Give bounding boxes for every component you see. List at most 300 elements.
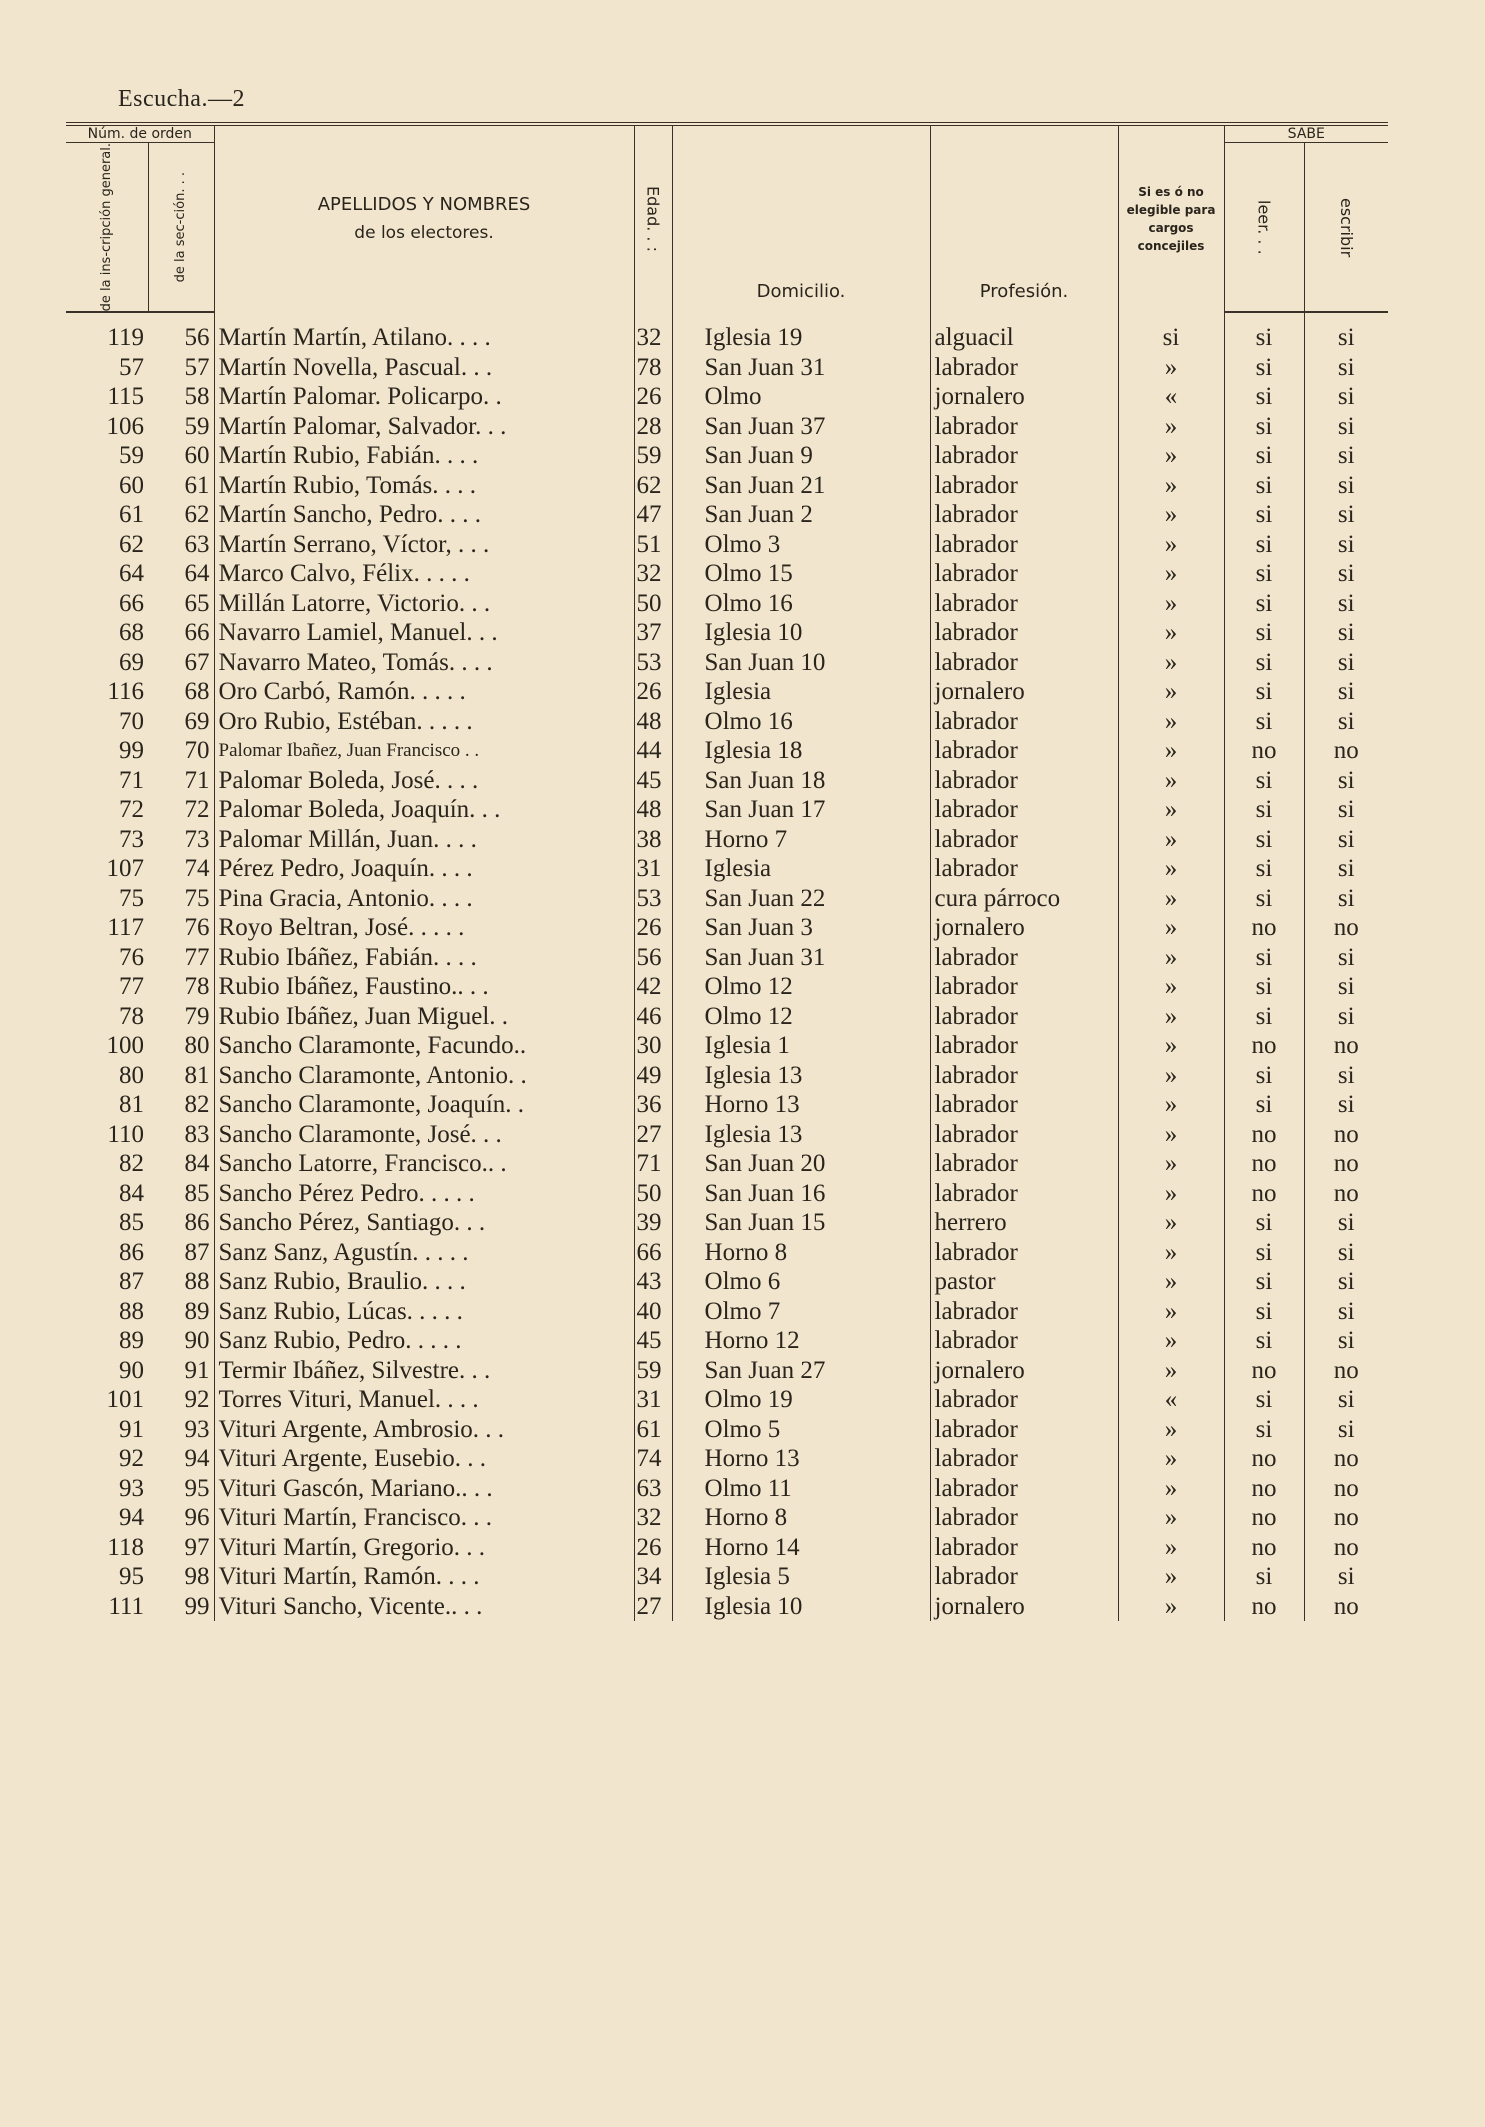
inscripcion-number: 117	[107, 914, 144, 942]
elector-profesion: herrero	[930, 1208, 1118, 1238]
elector-profesion: labrador	[930, 529, 1118, 559]
elector-profesion: labrador	[930, 441, 1118, 471]
inscripcion-number: 115	[107, 383, 144, 411]
seccion-number: 61	[148, 470, 214, 500]
elector-profesion: labrador	[930, 736, 1118, 766]
elector-age: 31	[634, 854, 672, 884]
table-row	[66, 1532, 1388, 1562]
table-row	[66, 588, 1388, 618]
inscripcion-number: 69	[119, 648, 144, 676]
elector-name: Sanz Sanz, Agustín. . . . .	[218, 1238, 469, 1266]
elector-domicilio: San Juan 3	[704, 914, 813, 942]
elector-age: 50	[634, 1178, 672, 1208]
elector-profesion: labrador	[930, 647, 1118, 677]
table-row	[66, 1090, 1388, 1120]
elector-sabe-leer: si	[1224, 942, 1304, 972]
inscripcion-number: 116	[107, 678, 144, 706]
elector-sabe-escribir: si	[1304, 500, 1388, 530]
elector-domicilio: Iglesia 19	[704, 323, 803, 351]
elector-sabe-leer: si	[1224, 1385, 1304, 1415]
elector-domicilio: Horno 7	[704, 825, 788, 853]
elector-domicilio: Olmo 11	[704, 1474, 792, 1502]
elector-sabe-leer: si	[1224, 1060, 1304, 1090]
inscripcion-number: 84	[119, 1179, 144, 1207]
elector-age: 53	[634, 647, 672, 677]
header-nombres-line1: APELLIDOS Y NOMBRES	[317, 194, 531, 216]
seccion-number: 70	[148, 736, 214, 766]
elector-name: Palomar Millán, Juan. . . .	[218, 825, 477, 853]
elector-profesion: labrador	[930, 1532, 1118, 1562]
elector-sabe-escribir: si	[1304, 1267, 1388, 1297]
seccion-number: 57	[148, 352, 214, 382]
elector-domicilio: Iglesia 13	[704, 1120, 803, 1148]
inscripcion-number: 68	[119, 619, 144, 647]
seccion-number: 79	[148, 1001, 214, 1031]
seccion-number: 92	[148, 1385, 214, 1415]
elector-sabe-escribir: si	[1304, 677, 1388, 707]
elector-elegible: »	[1118, 1237, 1224, 1267]
inscripcion-number: 61	[119, 501, 144, 529]
elector-name: Pina Gracia, Antonio. . . .	[218, 884, 473, 912]
elector-sabe-leer: no	[1224, 913, 1304, 943]
elector-domicilio: Horno 13	[704, 1445, 800, 1473]
elector-sabe-escribir: si	[1304, 1208, 1388, 1238]
elector-sabe-leer: no	[1224, 1444, 1304, 1474]
inscripcion-number: 111	[108, 1592, 144, 1620]
inscripcion-number: 66	[119, 589, 144, 617]
elector-profesion: jornalero	[930, 382, 1118, 412]
elector-elegible: »	[1118, 1178, 1224, 1208]
elector-name: Vituri Gascón, Mariano.. . .	[218, 1474, 493, 1502]
inscripcion-number: 75	[119, 884, 144, 912]
elector-name: Martín Palomar, Salvador. . .	[218, 412, 507, 440]
elector-elegible: »	[1118, 706, 1224, 736]
elector-name: Sanz Rubio, Pedro. . . . .	[218, 1327, 462, 1355]
elector-age: 56	[634, 942, 672, 972]
elector-age: 44	[634, 736, 672, 766]
elector-sabe-leer: no	[1224, 736, 1304, 766]
elector-name: Vituri Argente, Eusebio. . .	[218, 1445, 486, 1473]
seccion-number: 97	[148, 1532, 214, 1562]
elector-elegible: »	[1118, 1444, 1224, 1474]
elector-profesion: labrador	[930, 1001, 1118, 1031]
table-row	[66, 736, 1388, 766]
elector-elegible: »	[1118, 854, 1224, 884]
elector-name: Rubio Ibáñez, Fabián. . . .	[218, 943, 477, 971]
elector-sabe-leer: no	[1224, 1355, 1304, 1385]
seccion-number: 56	[148, 312, 214, 352]
elector-profesion: labrador	[930, 1060, 1118, 1090]
elector-domicilio: San Juan 27	[704, 1356, 826, 1384]
elector-domicilio: Iglesia 18	[704, 737, 803, 765]
elector-name: Palomar Boleda, José. . . .	[218, 766, 479, 794]
elector-sabe-escribir: si	[1304, 706, 1388, 736]
elector-age: 59	[634, 441, 672, 471]
elector-profesion: labrador	[930, 1385, 1118, 1415]
elector-profesion: labrador	[930, 588, 1118, 618]
elector-sabe-leer: si	[1224, 765, 1304, 795]
header-leer	[1224, 143, 1304, 313]
seccion-number: 76	[148, 913, 214, 943]
seccion-number: 87	[148, 1237, 214, 1267]
table-row	[66, 1355, 1388, 1385]
elector-name: Vituri Martín, Ramón. . . .	[218, 1563, 480, 1591]
elector-age: 61	[634, 1414, 672, 1444]
elector-profesion: pastor	[930, 1267, 1118, 1297]
elector-domicilio: Horno 8	[704, 1238, 788, 1266]
table-row	[66, 677, 1388, 707]
elector-name: Sancho Pérez, Santiago. . .	[218, 1209, 486, 1237]
elector-sabe-escribir: no	[1304, 1532, 1388, 1562]
seccion-number: 71	[148, 765, 214, 795]
elector-sabe-escribir: si	[1304, 1562, 1388, 1592]
elector-sabe-leer: si	[1224, 470, 1304, 500]
elector-age: 26	[634, 1532, 672, 1562]
elector-sabe-escribir: si	[1304, 588, 1388, 618]
elector-elegible: »	[1118, 500, 1224, 530]
inscripcion-number: 70	[119, 707, 144, 735]
seccion-number: 68	[148, 677, 214, 707]
table-row	[66, 1119, 1388, 1149]
elector-age: 27	[634, 1591, 672, 1621]
inscripcion-number: 94	[119, 1504, 144, 1532]
elector-age: 32	[634, 559, 672, 589]
elector-profesion: labrador	[930, 352, 1118, 382]
table-row	[66, 1031, 1388, 1061]
seccion-number: 66	[148, 618, 214, 648]
elector-sabe-escribir: no	[1304, 736, 1388, 766]
inscripcion-number: 71	[119, 766, 144, 794]
header-elegible: Si es ó no elegible para cargos concejiles	[1118, 124, 1224, 312]
elector-domicilio: San Juan 15	[704, 1209, 826, 1237]
elector-sabe-leer: si	[1224, 1296, 1304, 1326]
elector-sabe-escribir: no	[1304, 1355, 1388, 1385]
inscripcion-number: 89	[119, 1327, 144, 1355]
elector-name: Martín Martín, Atilano. . . .	[218, 323, 491, 351]
elector-domicilio: Olmo 12	[704, 973, 793, 1001]
seccion-number: 89	[148, 1296, 214, 1326]
elector-profesion: labrador	[930, 1237, 1118, 1267]
elector-domicilio: Olmo 12	[704, 1002, 793, 1030]
elector-domicilio: Olmo 6	[704, 1268, 781, 1296]
elector-name: Martín Rubio, Tomás. . . .	[218, 471, 477, 499]
elector-domicilio: Iglesia 13	[704, 1061, 803, 1089]
elector-age: 45	[634, 1326, 672, 1356]
elector-domicilio: Horno 13	[704, 1091, 800, 1119]
table-row	[66, 913, 1388, 943]
elector-elegible: »	[1118, 1090, 1224, 1120]
elector-age: 26	[634, 677, 672, 707]
elector-domicilio: San Juan 2	[704, 501, 813, 529]
elector-age: 32	[634, 312, 672, 352]
seccion-number: 63	[148, 529, 214, 559]
seccion-number: 86	[148, 1208, 214, 1238]
elector-domicilio: Olmo 5	[704, 1415, 781, 1443]
elector-sabe-escribir: si	[1304, 352, 1388, 382]
elector-name: Martín Palomar. Policarpo. .	[218, 383, 502, 411]
elector-sabe-escribir: si	[1304, 1385, 1388, 1415]
header-seccion	[148, 143, 214, 313]
inscripcion-number: 119	[107, 324, 144, 352]
elector-sabe-leer: si	[1224, 795, 1304, 825]
table-row	[66, 795, 1388, 825]
elector-name: Millán Latorre, Victorio. . .	[218, 589, 491, 617]
elector-age: 34	[634, 1562, 672, 1592]
elector-elegible: »	[1118, 470, 1224, 500]
elector-name: Sanz Rubio, Braulio. . . .	[218, 1268, 466, 1296]
elector-elegible: »	[1118, 1473, 1224, 1503]
elector-age: 28	[634, 411, 672, 441]
inscripcion-number: 88	[119, 1297, 144, 1325]
header-sabe: SABE	[1224, 124, 1388, 143]
elector-sabe-escribir: no	[1304, 1119, 1388, 1149]
seccion-number: 67	[148, 647, 214, 677]
elector-domicilio: Olmo	[704, 383, 762, 411]
header-leer-text: leer. . .	[1254, 199, 1274, 255]
elector-profesion: labrador	[930, 1119, 1118, 1149]
table-row	[66, 529, 1388, 559]
elector-profesion: labrador	[930, 618, 1118, 648]
header-num-orden: Núm. de orden	[66, 124, 214, 143]
elector-name: Vituri Argente, Ambrosio. . .	[218, 1415, 505, 1443]
elector-sabe-leer: si	[1224, 411, 1304, 441]
table-row	[66, 1326, 1388, 1356]
inscripcion-number: 93	[119, 1474, 144, 1502]
elector-sabe-leer: si	[1224, 677, 1304, 707]
elector-elegible: »	[1118, 411, 1224, 441]
elector-elegible: »	[1118, 972, 1224, 1002]
elector-sabe-escribir: si	[1304, 883, 1388, 913]
elector-profesion: labrador	[930, 500, 1118, 530]
inscripcion-number: 82	[119, 1150, 144, 1178]
elector-profesion: jornalero	[930, 913, 1118, 943]
elector-name: Sancho Claramonte, Antonio. .	[218, 1061, 527, 1089]
elector-elegible: »	[1118, 1503, 1224, 1533]
elector-age: 50	[634, 588, 672, 618]
elector-sabe-escribir: si	[1304, 559, 1388, 589]
table-row	[66, 942, 1388, 972]
elector-domicilio: San Juan 31	[704, 353, 826, 381]
elector-sabe-leer: si	[1224, 706, 1304, 736]
header-escribir	[1304, 143, 1388, 313]
seccion-number: 74	[148, 854, 214, 884]
elector-sabe-leer: si	[1224, 1237, 1304, 1267]
elector-sabe-escribir: si	[1304, 1001, 1388, 1031]
table-row	[66, 1178, 1388, 1208]
elector-elegible: «	[1118, 382, 1224, 412]
elector-name: Sancho Claramonte, José. . .	[218, 1120, 502, 1148]
elector-elegible: »	[1118, 352, 1224, 382]
elector-domicilio: Iglesia 10	[704, 619, 803, 647]
elector-age: 27	[634, 1119, 672, 1149]
table-row	[66, 312, 1388, 352]
elector-domicilio: Olmo 15	[704, 560, 793, 588]
inscripcion-number: 64	[119, 560, 144, 588]
elector-sabe-leer: si	[1224, 647, 1304, 677]
inscripcion-number: 78	[119, 1002, 144, 1030]
elector-profesion: jornalero	[930, 677, 1118, 707]
elector-sabe-escribir: no	[1304, 913, 1388, 943]
elector-elegible: »	[1118, 677, 1224, 707]
inscripcion-number: 57	[119, 353, 144, 381]
elector-name: Sancho Claramonte, Facundo..	[218, 1032, 527, 1060]
elector-name: Vituri Sancho, Vicente.. . .	[218, 1592, 483, 1620]
elector-age: 66	[634, 1237, 672, 1267]
elector-age: 38	[634, 824, 672, 854]
elector-sabe-leer: si	[1224, 500, 1304, 530]
elector-age: 53	[634, 883, 672, 913]
elector-domicilio: Iglesia 10	[704, 1592, 803, 1620]
table-row	[66, 1060, 1388, 1090]
elector-sabe-escribir: si	[1304, 942, 1388, 972]
seccion-number: 72	[148, 795, 214, 825]
elector-sabe-leer: si	[1224, 854, 1304, 884]
elector-domicilio: San Juan 31	[704, 943, 826, 971]
elector-elegible: »	[1118, 441, 1224, 471]
elector-sabe-leer: no	[1224, 1031, 1304, 1061]
elector-sabe-leer: no	[1224, 1503, 1304, 1533]
elector-elegible: »	[1118, 1208, 1224, 1238]
inscripcion-number: 80	[119, 1061, 144, 1089]
elector-sabe-escribir: no	[1304, 1503, 1388, 1533]
elector-elegible: »	[1118, 1119, 1224, 1149]
header-inscripcion-general-text: de la ins-cripción general.	[98, 143, 114, 312]
elector-domicilio: Olmo 19	[704, 1386, 793, 1414]
elector-sabe-leer: si	[1224, 441, 1304, 471]
seccion-number: 73	[148, 824, 214, 854]
elector-sabe-leer: si	[1224, 1208, 1304, 1238]
elector-age: 26	[634, 913, 672, 943]
table-row	[66, 500, 1388, 530]
elector-elegible: »	[1118, 883, 1224, 913]
table-row	[66, 1503, 1388, 1533]
elector-elegible: »	[1118, 1060, 1224, 1090]
seccion-number: 96	[148, 1503, 214, 1533]
seccion-number: 81	[148, 1060, 214, 1090]
elector-sabe-escribir: no	[1304, 1031, 1388, 1061]
elector-sabe-escribir: si	[1304, 1414, 1388, 1444]
elector-profesion: labrador	[930, 795, 1118, 825]
elector-sabe-leer: no	[1224, 1591, 1304, 1621]
elector-domicilio: San Juan 18	[704, 766, 826, 794]
elector-name: Oro Carbó, Ramón. . . . .	[218, 678, 466, 706]
inscripcion-number: 95	[119, 1563, 144, 1591]
elector-domicilio: San Juan 17	[704, 796, 826, 824]
elector-age: 42	[634, 972, 672, 1002]
header-nombres	[214, 124, 634, 312]
elector-domicilio: San Juan 21	[704, 471, 826, 499]
table-row	[66, 1267, 1388, 1297]
seccion-number: 93	[148, 1414, 214, 1444]
elector-sabe-leer: si	[1224, 312, 1304, 352]
elector-elegible: »	[1118, 618, 1224, 648]
inscripcion-number: 72	[119, 796, 144, 824]
elector-sabe-escribir: si	[1304, 1237, 1388, 1267]
elector-profesion: alguacil	[930, 312, 1118, 352]
inscripcion-number: 99	[119, 737, 144, 765]
elector-age: 40	[634, 1296, 672, 1326]
elector-sabe-leer: no	[1224, 1119, 1304, 1149]
elector-domicilio: Iglesia 1	[704, 1032, 790, 1060]
elector-profesion: labrador	[930, 854, 1118, 884]
table-row	[66, 1208, 1388, 1238]
elector-domicilio: San Juan 16	[704, 1179, 826, 1207]
table-row	[66, 1562, 1388, 1592]
elector-age: 48	[634, 706, 672, 736]
seccion-number: 95	[148, 1473, 214, 1503]
elector-sabe-escribir: si	[1304, 765, 1388, 795]
elector-sabe-escribir: si	[1304, 312, 1388, 352]
elector-sabe-escribir: no	[1304, 1444, 1388, 1474]
elector-name: Pérez Pedro, Joaquín. . . .	[218, 855, 473, 883]
header-profesion: Profesión.	[930, 124, 1118, 312]
elector-sabe-leer: si	[1224, 1326, 1304, 1356]
inscripcion-number: 101	[106, 1386, 144, 1414]
elector-profesion: labrador	[930, 824, 1118, 854]
seccion-number: 94	[148, 1444, 214, 1474]
electoral-register	[66, 122, 1388, 1621]
elector-name: Palomar Ibañez, Juan Francisco . .	[218, 740, 480, 762]
table-row	[66, 1237, 1388, 1267]
table-row	[66, 1385, 1388, 1415]
table-row	[66, 352, 1388, 382]
elector-age: 59	[634, 1355, 672, 1385]
header-domicilio: Domicilio.	[672, 124, 930, 312]
inscripcion-number: 110	[107, 1120, 144, 1148]
elector-name: Rubio Ibáñez, Faustino.. . .	[218, 973, 489, 1001]
elector-age: 62	[634, 470, 672, 500]
inscripcion-number: 100	[106, 1032, 144, 1060]
header-edad-text: Edad. . :	[643, 186, 663, 253]
elector-profesion: labrador	[930, 1414, 1118, 1444]
elector-sabe-leer: si	[1224, 1001, 1304, 1031]
elector-domicilio: Olmo 16	[704, 707, 793, 735]
elector-age: 74	[634, 1444, 672, 1474]
elector-sabe-leer: si	[1224, 1267, 1304, 1297]
seccion-number: 88	[148, 1267, 214, 1297]
elector-elegible: »	[1118, 765, 1224, 795]
elector-sabe-leer: si	[1224, 618, 1304, 648]
elector-sabe-escribir: si	[1304, 441, 1388, 471]
elector-name: Termir Ibáñez, Silvestre. . .	[218, 1356, 491, 1384]
inscripcion-number: 73	[119, 825, 144, 853]
elector-profesion: cura párroco	[930, 883, 1118, 913]
elector-name: Martín Serrano, Víctor, . . .	[218, 530, 490, 558]
elector-sabe-escribir: si	[1304, 647, 1388, 677]
electors-table	[66, 122, 1388, 1621]
elector-elegible: »	[1118, 795, 1224, 825]
table-row	[66, 618, 1388, 648]
elector-elegible: »	[1118, 1296, 1224, 1326]
elector-domicilio: San Juan 37	[704, 412, 826, 440]
elector-sabe-escribir: no	[1304, 1178, 1388, 1208]
elector-elegible: »	[1118, 1414, 1224, 1444]
inscripcion-number: 62	[119, 530, 144, 558]
elector-sabe-escribir: si	[1304, 1326, 1388, 1356]
elector-sabe-leer: no	[1224, 1178, 1304, 1208]
elector-elegible: »	[1118, 1562, 1224, 1592]
table-row	[66, 470, 1388, 500]
elector-profesion: labrador	[930, 470, 1118, 500]
elector-sabe-escribir: si	[1304, 1296, 1388, 1326]
elector-age: 32	[634, 1503, 672, 1533]
elector-profesion: labrador	[930, 559, 1118, 589]
elector-name: Martín Sancho, Pedro. . . .	[218, 501, 481, 529]
elector-profesion: labrador	[930, 1503, 1118, 1533]
elector-age: 45	[634, 765, 672, 795]
table-row	[66, 972, 1388, 1002]
elector-age: 31	[634, 1385, 672, 1415]
